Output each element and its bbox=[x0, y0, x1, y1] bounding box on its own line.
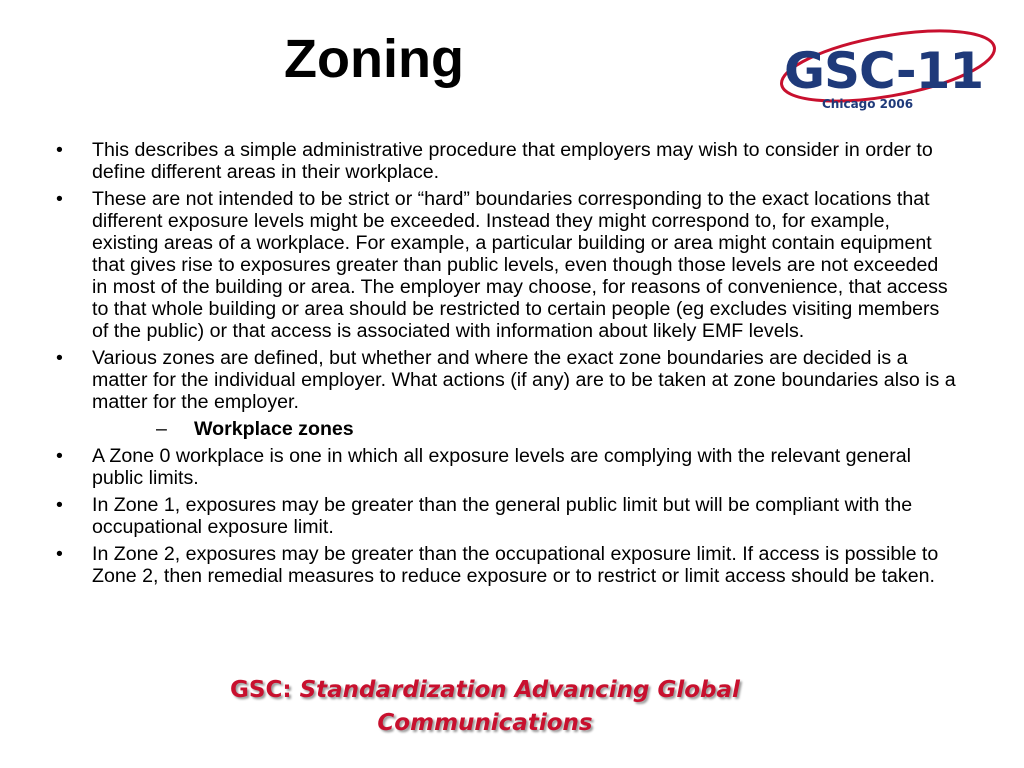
bullet-text: These are not intended to be strict or “hard” boundaries corresponding to the exact locations that different exposure levels might be exceeded. Instead they might correspond to, for example, existing areas of a workplace. For example, a particular building or area might contain equipment that gives rise to exposures greater than public levels, even though those levels are not exceeded in most of the building or area. The employer may choose, for reasons of convenience, that access to that whole building or area should be restricted to certain people (eg excludes visiting members of the public) or that access is associated with information about likely EMF levels. bbox=[92, 188, 948, 342]
bullet-glyph: • bbox=[56, 445, 63, 467]
bullet-glyph: • bbox=[56, 188, 63, 210]
bullet-text: This describes a simple administrative procedure that employers may wish to consider in order to define different areas in their workplace. bbox=[92, 139, 933, 183]
bullet-text: A Zone 0 workplace is one in which all exposure levels are complying with the relevant general public limits. bbox=[92, 445, 912, 489]
bullet-item bbox=[56, 188, 956, 342]
slide-title: Zoning bbox=[284, 29, 464, 89]
bullet-text: Various zones are defined, but whether and where the exact zone boundaries are decided is a matter for the individual employer. What actions (if any) are to be taken at zone boundaries also is a matter for the employer. bbox=[92, 347, 956, 413]
bullet-list bbox=[56, 139, 956, 592]
bullet-glyph: • bbox=[56, 543, 63, 565]
bullet-item bbox=[56, 494, 956, 538]
logo-wordmark: GSC-11 bbox=[784, 42, 984, 100]
bullet-glyph: • bbox=[56, 494, 63, 516]
bullet-glyph: • bbox=[56, 139, 63, 161]
sub-bullet-item bbox=[56, 418, 956, 440]
footer-prefix: GSC: bbox=[230, 677, 292, 703]
dash-glyph: – bbox=[156, 418, 167, 440]
footer-tagline-line-2: Communications bbox=[377, 710, 593, 736]
logo-subtext: Chicago 2006 bbox=[822, 97, 914, 111]
bullet-text: In Zone 1, exposures may be greater than the general public limit but will be compliant with the occupational exposure limit. bbox=[92, 494, 913, 538]
bullet-item bbox=[56, 445, 956, 489]
gsc-11-logo bbox=[770, 20, 1000, 120]
footer-line-1 bbox=[0, 674, 970, 707]
bullet-text: In Zone 2, exposures may be greater than the occupational exposure limit. If access is possible to Zone 2, then remedial measures to reduce exposure or to restrict or limit access should be taken. bbox=[92, 543, 939, 587]
bullet-item bbox=[56, 543, 956, 587]
footer-tagline bbox=[0, 674, 970, 740]
sub-bullet-text: Workplace zones bbox=[194, 418, 354, 440]
bullet-item bbox=[56, 139, 956, 183]
bullet-glyph: • bbox=[56, 347, 63, 369]
footer-tagline-line-1: Standardization Advancing Global bbox=[299, 677, 740, 703]
bullet-item bbox=[56, 347, 956, 413]
